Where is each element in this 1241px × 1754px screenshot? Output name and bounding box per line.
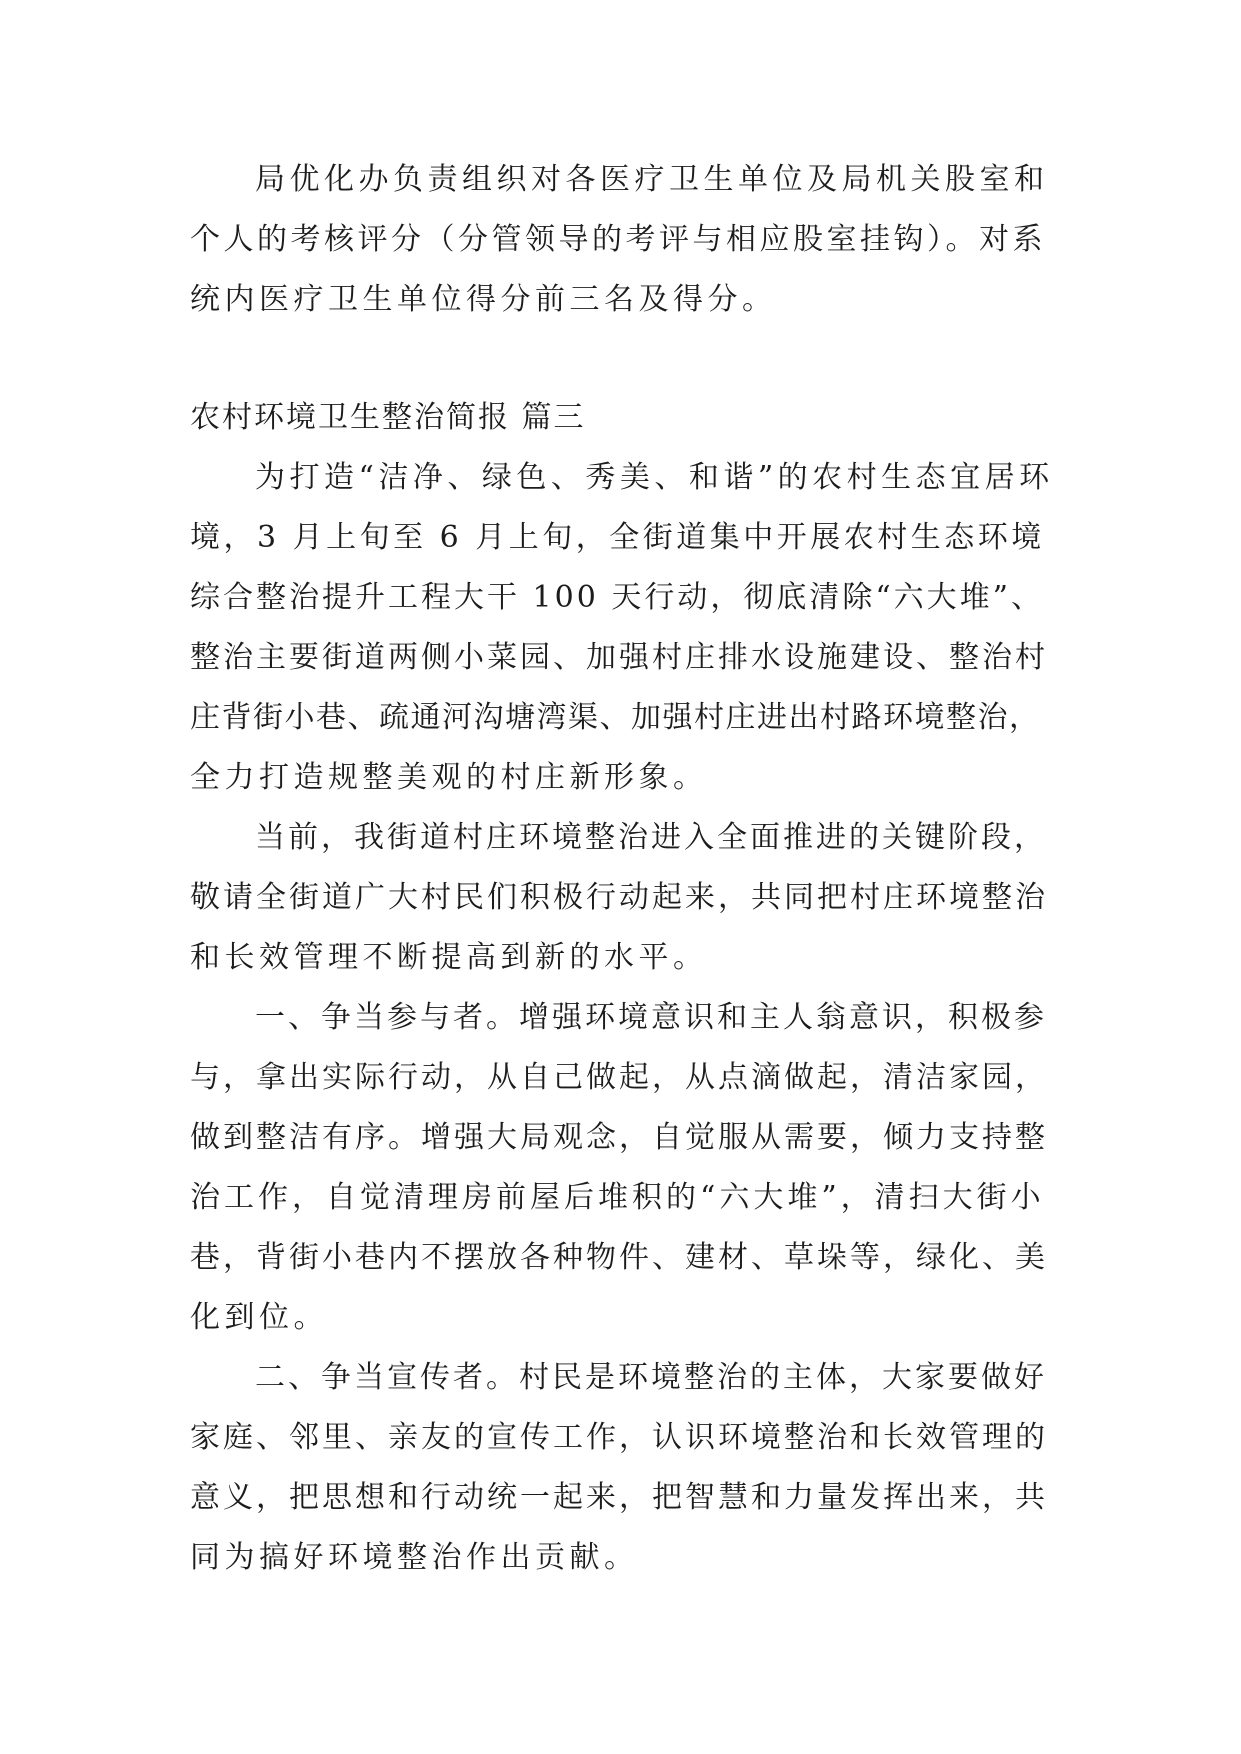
paragraph-line: 一、争当参与者。增强环境意识和主人翁意识，积极参 xyxy=(255,1000,1047,1035)
paragraph-line: 和长效管理不断提高到新的水平。 xyxy=(190,940,708,975)
paragraph-line: 与，拿出实际行动，从自己做起，从点滴做起，清洁家园， xyxy=(190,1060,1048,1095)
paragraph-line: 意义，把思想和行动统一起来，把智慧和力量发挥出来，共 xyxy=(190,1480,1048,1515)
paragraph-line: 同为搞好环境整治作出贡献。 xyxy=(190,1540,639,1575)
paragraph-line: 为打造“洁净、绿色、秀美、和谐”的农村生态宜居环 xyxy=(255,460,1054,495)
paragraph-line: 个人的考核评分（分管领导的考评与相应股室挂钩）。对系 xyxy=(190,222,1046,257)
paragraph-line: 统内医疗卫生单位得分前三名及得分。 xyxy=(190,282,777,317)
paragraph-line: 做到整洁有序。增强大局观念，自觉服从需要，倾力支持整 xyxy=(190,1120,1048,1155)
paragraph-line: 化到位。 xyxy=(190,1300,328,1335)
paragraph-line: 治工作，自觉清理房前屋后堆积的“六大堆”，清扫大街小 xyxy=(190,1180,1045,1215)
paragraph-line: 综合整治提升工程大干 100 天行动，彻底清除“六大堆”、 xyxy=(190,580,1045,615)
paragraph-line: 敬请全街道广大村民们积极行动起来，共同把村庄环境整治 xyxy=(190,880,1048,915)
section-heading: 农村环境卫生整治简报 篇三 xyxy=(190,400,586,435)
paragraph-line: 境，3 月上旬至 6 月上旬，全街道集中开展农村生态环境 xyxy=(190,520,1045,555)
paragraph-line: 当前，我街道村庄环境整治进入全面推进的关键阶段， xyxy=(255,820,1047,855)
paragraph-line: 局优化办负责组织对各医疗卫生单位及局机关股室和 xyxy=(255,162,1049,197)
paragraph-line: 整治主要街道两侧小菜园、加强村庄排水设施建设、整治村 xyxy=(190,640,1048,675)
paragraph-line: 巷，背街小巷内不摆放各种物件、建材、草垛等，绿化、美 xyxy=(190,1240,1048,1275)
paragraph-line: 二、争当宣传者。村民是环境整治的主体，大家要做好 xyxy=(255,1360,1047,1395)
paragraph-line: 家庭、邻里、亲友的宣传工作，认识环境整治和长效管理的 xyxy=(190,1420,1048,1455)
paragraph-line: 全力打造规整美观的村庄新形象。 xyxy=(190,760,708,795)
paragraph-line: 庄背街小巷、疏通河沟塘湾渠、加强村庄进出村路环境整治， xyxy=(190,700,1041,735)
